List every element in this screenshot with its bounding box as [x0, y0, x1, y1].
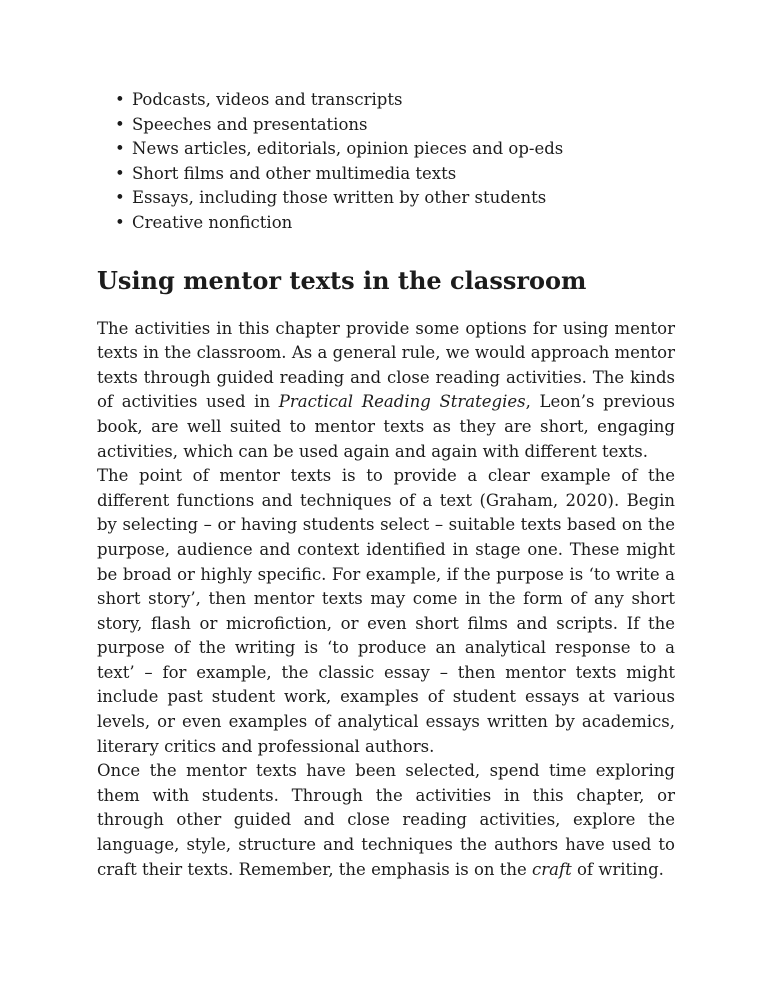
paragraph-1-text-b: , Leon’s previous book, are well suited to mentor texts as they are short, engaging activities, which can be used again and again with different texts.	[97, 392, 675, 461]
paragraph-1-text-a: The activities in this chapter provide some options for using mentor texts in the classroom. As a general rule, we would approach mentor texts through guided reading and close reading activities. The kinds of activities used in	[97, 318, 675, 412]
paragraph-1	[97, 317, 675, 465]
list-item: • News articles, editorials, opinion pieces and op-eds	[132, 137, 675, 162]
book-title: Practical Reading Strategies	[278, 392, 526, 412]
paragraph-2: The point of mentor texts is to provide a clear example of the different functions and techniques of a text (Graham, 2020). Begin by selecting – or having students select – suitable texts based on the purpose, audience and context identified in stage one. These might be broad or highly specific. For example, if the purpose is ‘to write a short story’, then mentor texts may come in the form of any short story, flash or microfiction, or even short films and scripts. If the purpose of the writing is ‘to produce an analytical response to a text’ – for example, the classic essay – then mentor texts might include past student work, examples of student essays at various levels, or even examples of analytical essays written by academics, literary critics and professional authors.	[97, 466, 675, 756]
paragraph-3-text-a: Once the mentor texts have been selected, spend time exploring them with students. Through the activities in this chapter, or through other guided and close reading activities, explore the language, style, structure and techniques the authors have used to craft their texts. Remember, the emphasis is on the	[97, 761, 675, 879]
section-heading: Using mentor texts in the classroom	[97, 265, 587, 295]
paragraph-3	[97, 759, 675, 882]
text-types-list	[97, 88, 675, 236]
list-item: • Podcasts, videos and transcripts	[132, 88, 675, 113]
list-item: • Essays, including those written by other students	[132, 186, 675, 211]
list-item: • Creative nonfiction	[132, 211, 675, 236]
emphasis-craft: craft	[532, 859, 572, 879]
document-page	[97, 88, 675, 882]
paragraph-3-text-b: of writing.	[571, 859, 664, 879]
list-item: • Speeches and presentations	[132, 113, 675, 138]
list-item: • Short films and other multimedia texts	[132, 162, 675, 187]
